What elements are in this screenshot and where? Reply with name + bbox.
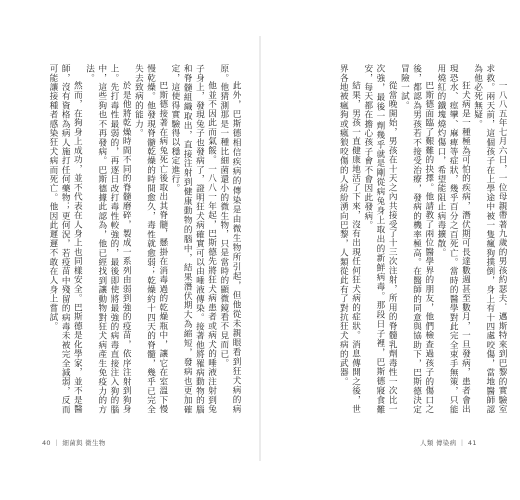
- left-paragraph-5: 然而，在狗身上成功，並不代表在人身上也同樣安全。巴斯德是化學家，並不是醫師，沒有資格為病人施打任何藥物；更何況，若疫苗中殘留的病毒未被完全減弱，反而可能讓接種者感染狂犬病而死亡。他因此遲遲不敢在人身上嘗試。: [47, 64, 83, 414]
- left-paragraph-1: 此外，巴斯德相信疾病的傳染是由微生物所引起，但他從未親眼看到狂犬病的病原。他猜測那是一種比細菌還小的微生物，只是當時的顯微鏡看不見而已。: [218, 64, 241, 414]
- left-paragraph-2: 他並不因此而氣餒。一八八一年起，巴斯德先將狂犬病患者或病犬的唾液注射到兔子身上，發現兔子也發病了，證明狂犬病確實可以由唾液傳染。接著他將罹病動物的腦和脊髓組織取出，直接注射到健康動物的腦中，結果潛伏期大為縮短，發病也更加確定，這使得實驗得以穩定進行。: [169, 64, 217, 414]
- right-paragraph-5: 結果，男孩一直健康地活了下來，沒有出現任何狂犬病的症狀。消息傳開之後，世界各地被瘋狗或瘋狼咬傷的人紛紛湧向巴黎，人類從此有了對抗狂犬病的武器。: [338, 64, 361, 414]
- right-paragraph-2: 狂犬病是一種極為可怕的疾病，潛伏期可長達數週甚至數月，一旦發病，患者會出現恐水、痙攣、麻痺等症狀，幾乎百分之百死亡。當時的醫學對此完全束手無策，只能用燒紅的鐵塊燒灼傷口，希望能阻止病毒擴散。: [435, 64, 471, 414]
- right-page-footer: 人類 傳染病 ｜ 41: [420, 439, 477, 447]
- right-page-text: [296, 64, 508, 414]
- left-page-footer: 40 ｜ 細菌與 微生物: [42, 439, 106, 447]
- book-gutter: [259, 36, 261, 461]
- right-paragraph-3: 巴斯德面臨了艱難的抉擇。他請教了兩位醫學界的朋友，他們檢查過孩子的傷口之後，都認為男孩若不接受治療，發病的機率極高。在醫師的同意與協助下，巴斯德決定冒險一試。: [399, 64, 434, 414]
- left-paragraph-4: 於是他將乾燥時間不同的脊髓磨碎，製成一系列由弱到強的疫苗，依序注射到狗身上。先打毒性最弱的，再逐日改打毒性較強的，最後即使將最強的病毒直接注入狗的腦中，這些狗也不再發病。巴斯德據此認為，他已經找到讓動物對狂犬病產生免疫力的方法。: [84, 64, 132, 414]
- left-paragraph-3: 巴斯德接著在病兔死亡後取出其脊髓，懸掛在消毒過的乾燥瓶中，讓它在室溫下慢慢乾燥。他發現脊髓乾燥的時間愈久，毒性就愈弱；乾燥約十四天的脊髓，幾乎已完全失去致病的能力。: [133, 64, 168, 414]
- left-page-text: [30, 64, 242, 414]
- right-paragraph-4: 從當晚開始，男孩在十天之內共接受了十三次注射，所用的脊髓乳劑毒性一次比一次強，最後一劑幾乎就是剛從病兔身上取出的新鮮病毒。那段日子裡，巴斯德寢食難安，每天都在擔心孩子會不會因此發病。: [362, 64, 398, 414]
- right-paragraph-1: 一八八五年七月六日，一位母親帶著九歲的男孩約瑟夫．邁斯特來到巴黎的實驗室求救。兩天前，這個孩子在上學途中被一隻瘋狗撲倒，身上有十四處咬傷，當地醫師認為他必死無疑。: [472, 64, 507, 414]
